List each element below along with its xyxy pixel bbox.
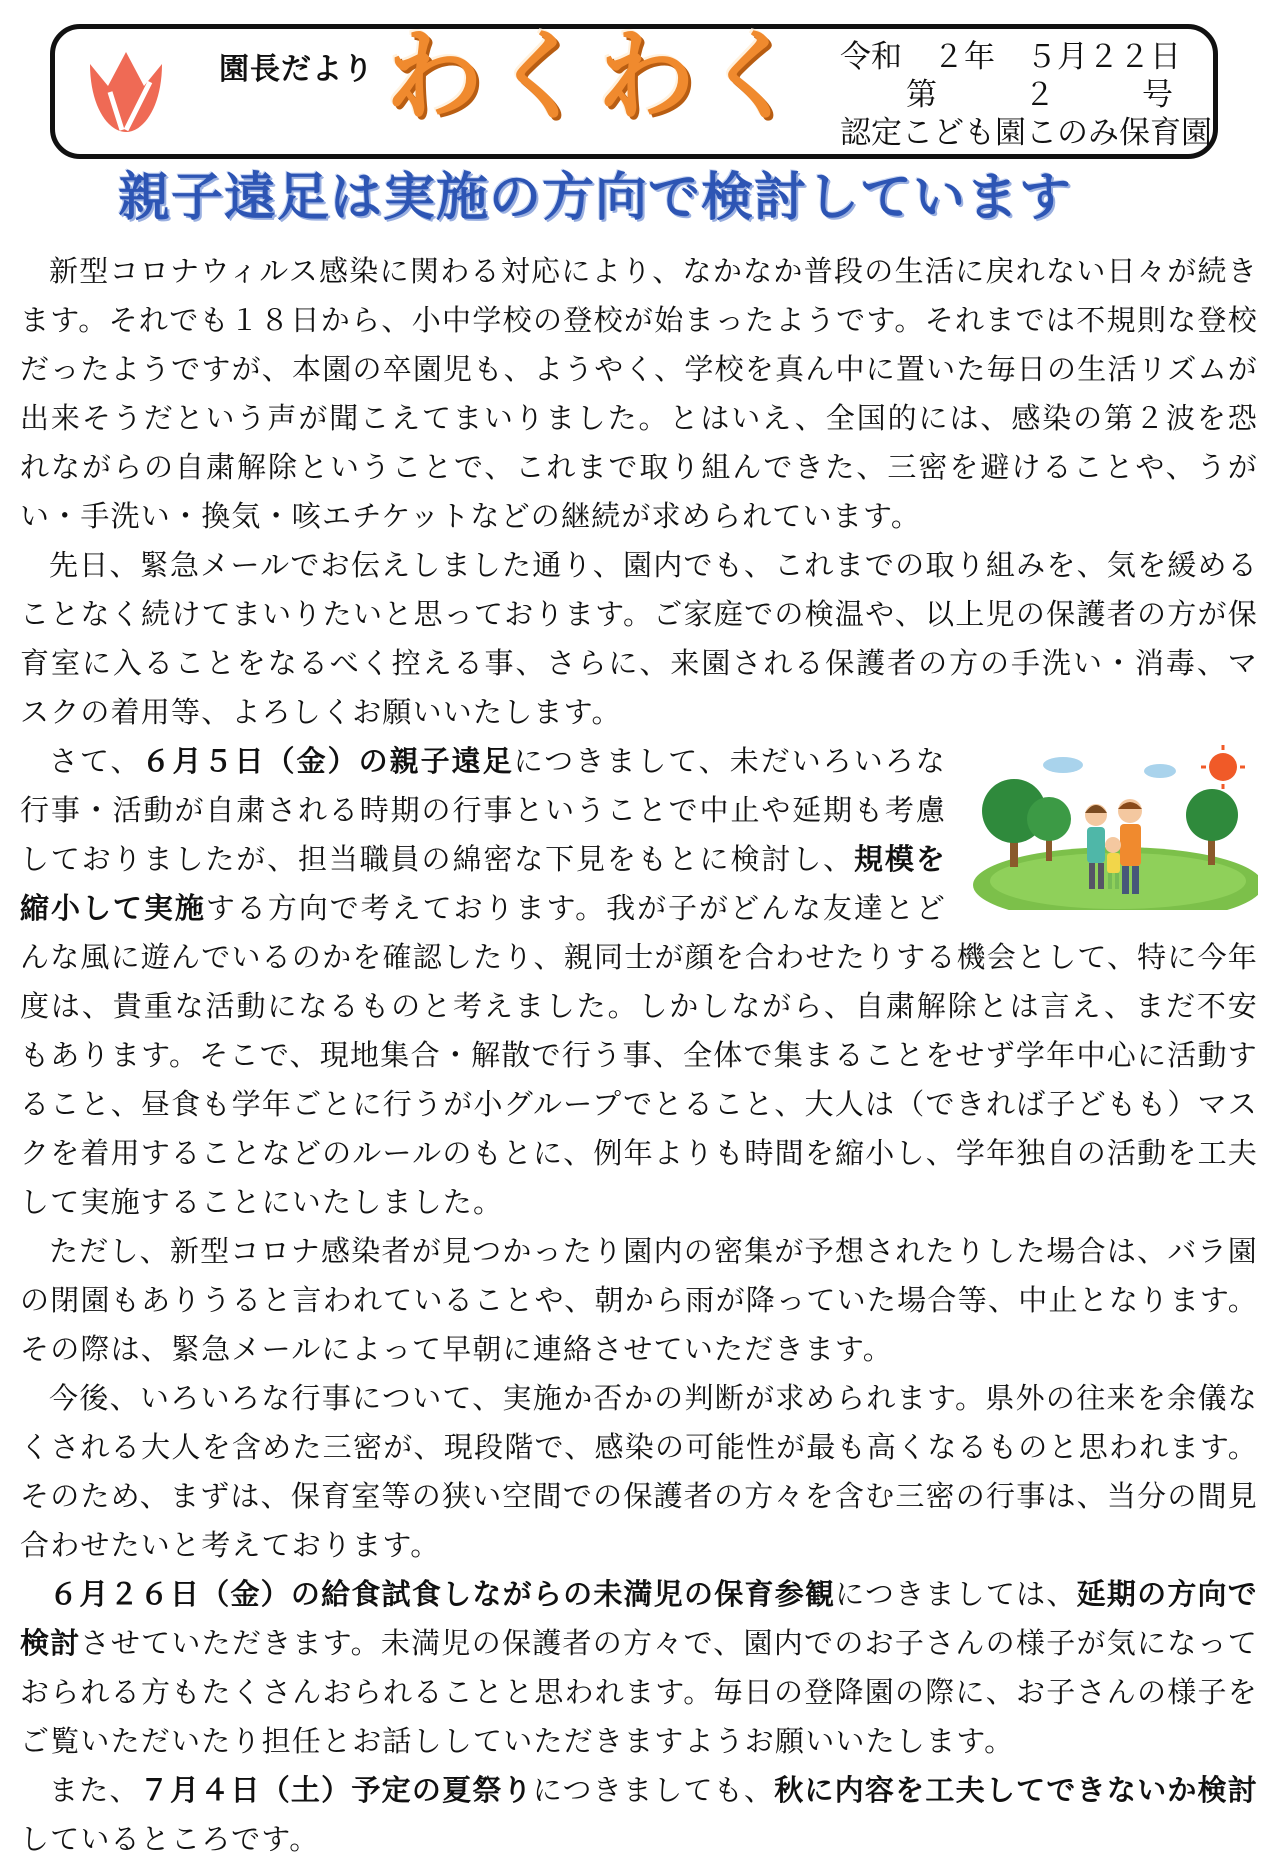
paragraph-6 (20, 1570, 1258, 1766)
p7-text-2: につきましても、 (532, 1773, 775, 1807)
masthead-title: わくわく (385, 20, 810, 134)
paragraph-4: ただし、新型コロナ感染者が見つかったり園内の密集が予想されたりした場合は、バラ園の閉園もありうると言われていることや、朝から雨が降っていた場合等、中止となります。その際は、緊急メールによって早朝に連絡させていただきます。 (20, 1234, 1258, 1366)
family-picnic-illustration (968, 745, 1258, 910)
paragraph-3 (20, 737, 1258, 1227)
p7-text-1: また、 (49, 1773, 140, 1807)
scale-down-highlight: 規模を縮小して実施 (20, 842, 946, 925)
p3-text-3: する方向で考えております。我が子がどんな友達とどんな風に遊んでいるのかを確認したり、親同士が顔を合わせたりする機会として、特に今年度は、貴重な活動になるものと考えました。しかしながら、自粛解除とは言え、まだ不安もあります。そこで、現地集合・解散で行う事、全体で集まることをせず学年中心に活動すること、昼食も学年ごとに行うが小グループでとること、大人は（できれば子どもも）マスクを着用することなどのルールのもとに、例年よりも時間を縮小し、学年独自の活動を工夫して実施することにいたしました。 (20, 891, 1258, 1219)
newsletter-label: 園長だより (219, 52, 374, 87)
issue-date: 令和 ２年 ５月２２日 (840, 39, 1181, 75)
paragraph-5: 今後、いろいろな行事について、実施か否かの判断が求められます。県外の往来を余儀なくされる大人を含めた三密が、現段階で、感染の可能性が最も高くなるものと思われます。そのため、まずは、保育室等の狭い空間での保護者の方々を含む三密の行事は、当分の間見合わせたいと考えております。 (20, 1381, 1258, 1562)
autumn-plan-highlight: 秋に内容を工夫してできないか検討 (774, 1773, 1258, 1807)
p3-text-1: さて、 (49, 744, 142, 778)
organization-name: 認定こども園このみ保育園 (840, 115, 1212, 151)
paragraph-2: 先日、緊急メールでお伝えしました通り、園内でも、これまでの取り組みを、気を緩めることなく続けてまいりたいと思っております。ご家庭での検温や、以上児の保護者の方が保育室に入ることをなるべく控える事、さらに、来園される保護者の方の手洗い・消毒、マスクの着用等、よろしくお願いいたします。 (20, 548, 1258, 729)
postpone-highlight: 延期の方向で検討 (20, 1577, 1258, 1660)
paragraph-1: 新型コロナウィルス感染に関わる対応により、なかなか普段の生活に戻れない日々が続きます。それでも１８日から、小中学校の登校が始まったようです。それまでは不規則な登校だったようですが、本園の卒園児も、ようやく、学校を真ん中に置いた毎日の生活リズムが出来そうだという声が聞こえてまいりました。とはいえ、全国的には、感染の第２波を恐れながらの自粛解除ということで、これまで取り組んできた、三密を避けることや、うがい・手洗い・換気・咳エチケットなどの継続が求められています。 (20, 254, 1258, 533)
p6-text-2: させていただきます。未満児の保護者の方々で、園内でのお子さんの様子が気になっておられる方もたくさんおられることと思われます。毎日の登降園の際に、お子さんの様子をご覧いただいたり担任とお話ししていただきますようお願いいたします。 (20, 1626, 1259, 1758)
headline: 親子遠足は実施の方向で検討しています (118, 168, 1073, 228)
issue-info (840, 38, 1212, 152)
observation-date-highlight: ６月２６日（金）の給食試食しながらの未満児の保育参観 (49, 1577, 836, 1611)
festival-date-highlight: ７月４日（土）予定の夏祭り (139, 1773, 533, 1807)
nursery-logo (80, 46, 172, 138)
p3-text-2: につきまして、未だいろいろな行事・活動が自粛される時期の行事ということで中止や延期も考慮しておりましたが、担当職員の綿密な下見をもとに検討し、 (20, 744, 947, 876)
issue-number: 第 ２ 号 (906, 77, 1201, 113)
picnic-date-highlight: ６月５日（金）の親子遠足 (141, 744, 514, 778)
p6-text-1: につきましては、 (835, 1577, 1077, 1611)
article-body (20, 247, 1258, 1864)
p7-text-3: しているところです。 (20, 1822, 320, 1856)
paragraph-7 (20, 1766, 1258, 1864)
